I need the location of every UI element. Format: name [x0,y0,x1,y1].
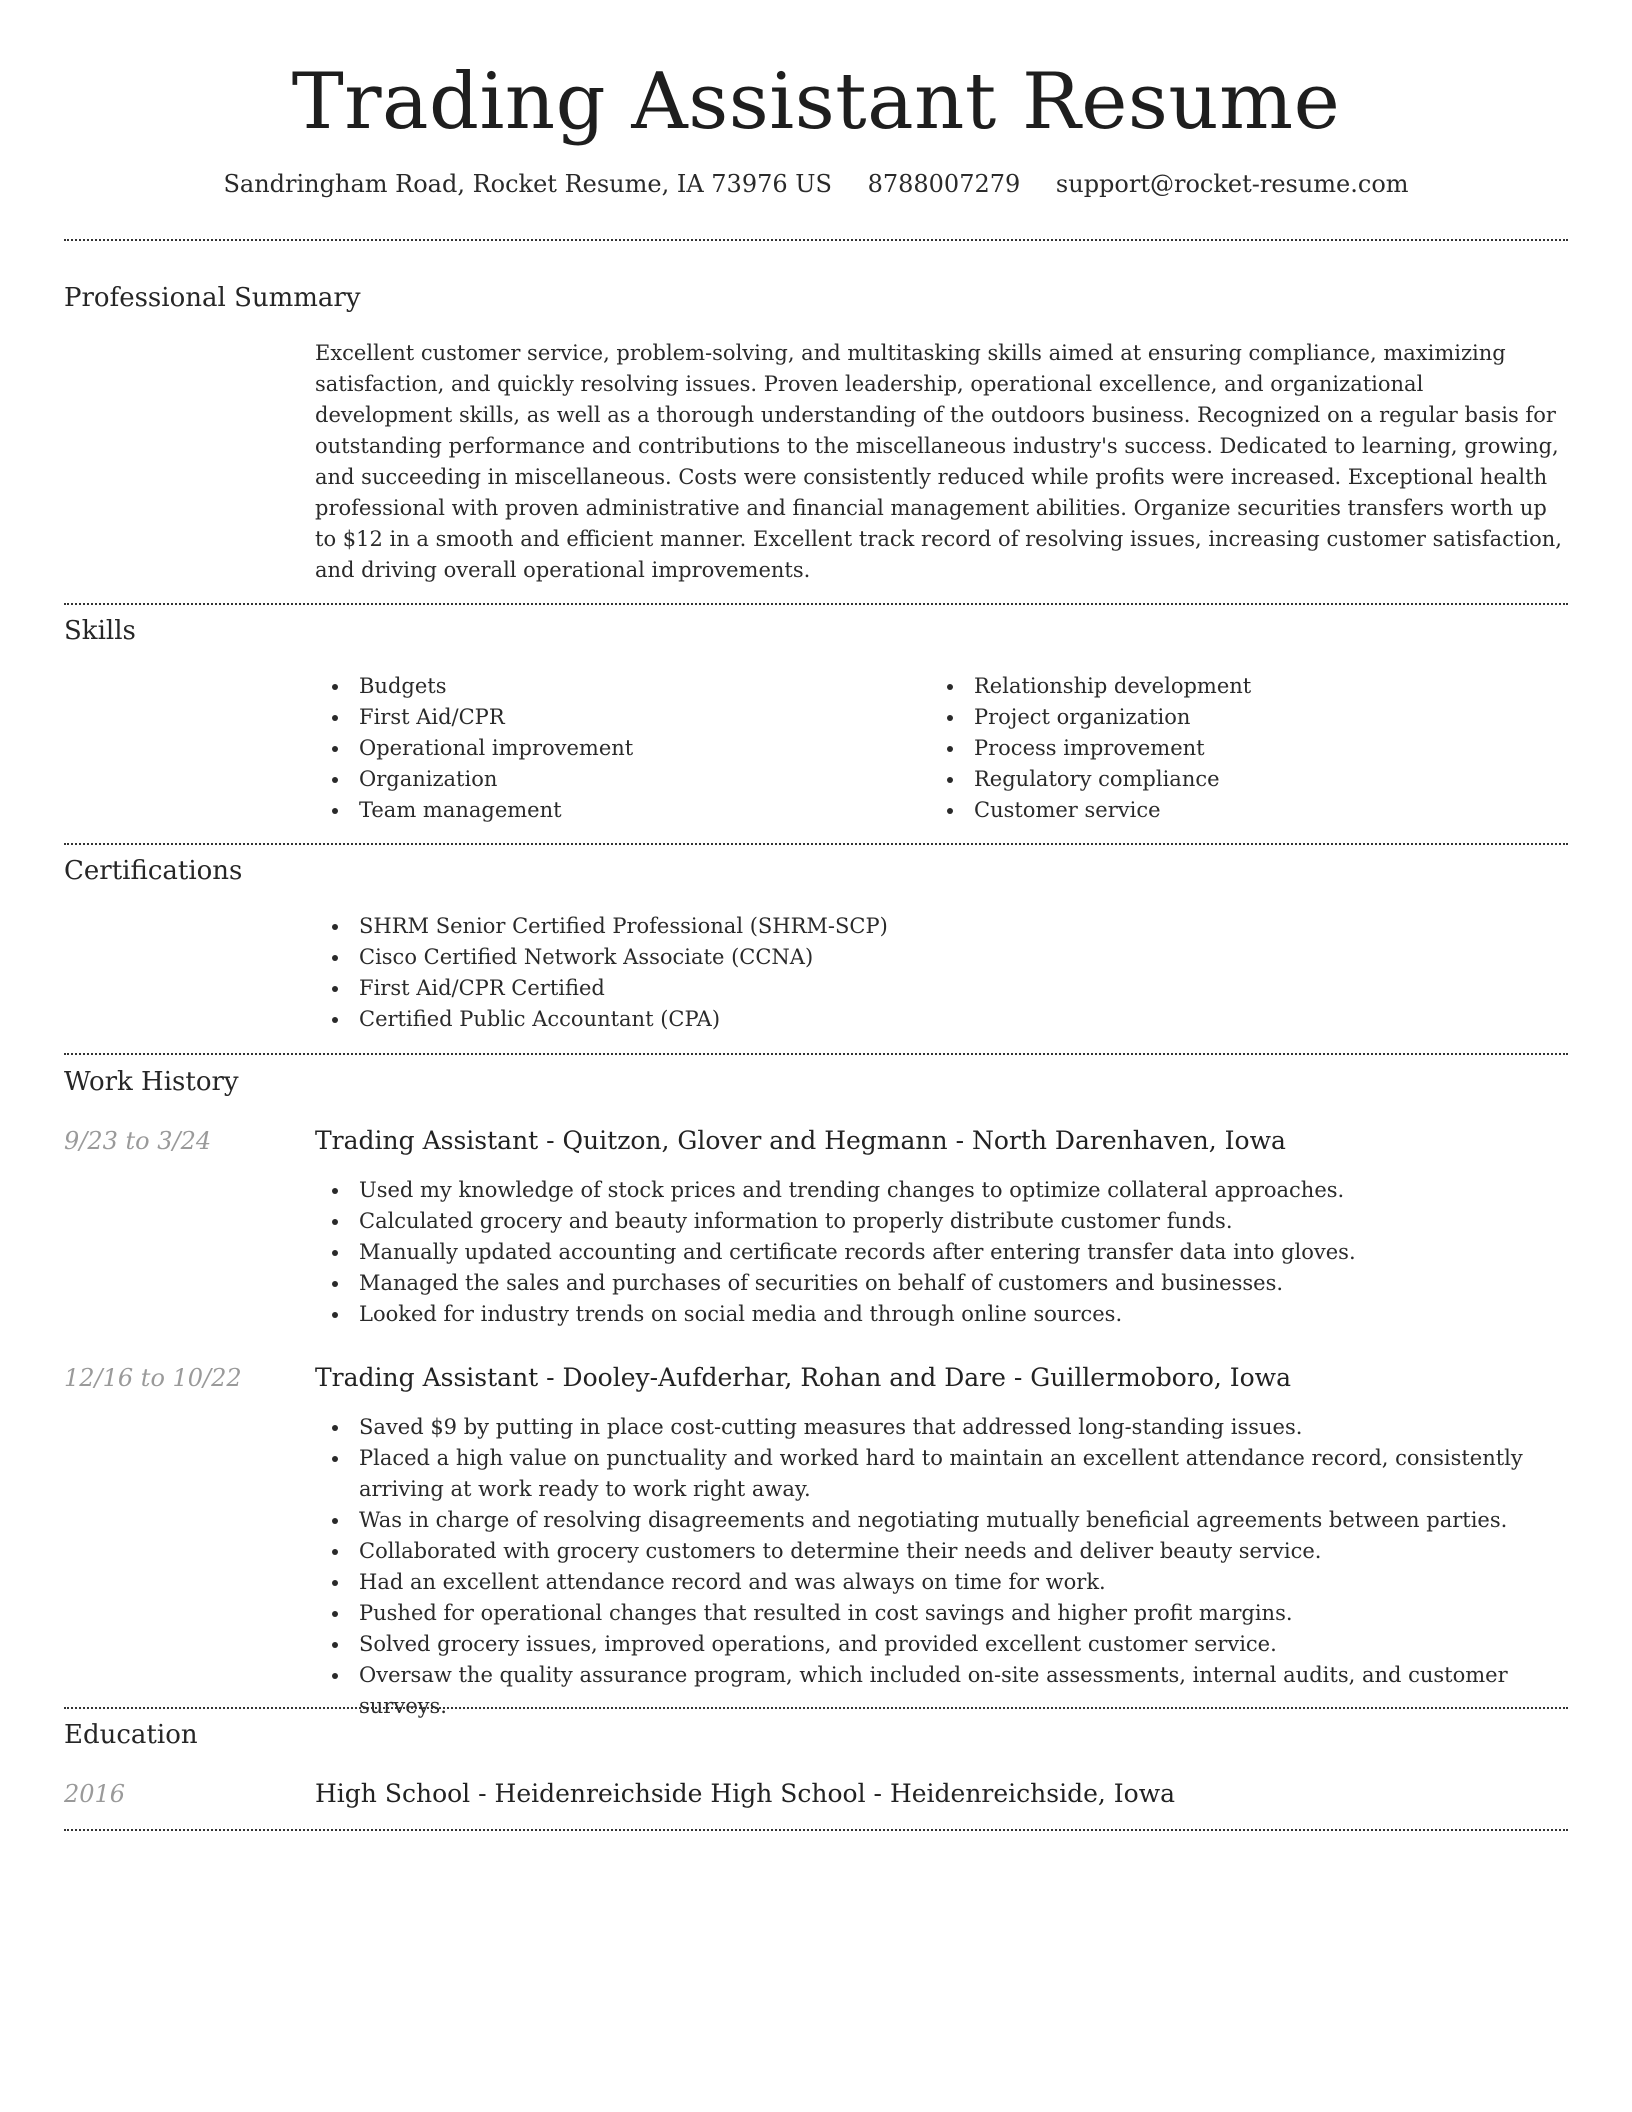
skills-column-right [930,671,1530,826]
job-duty: Saved $9 by putting in place cost-cutting measures that addressed long-standing issues. [315,1412,1565,1443]
skill-item: Regulatory compliance [930,764,1530,795]
skill-item: Relationship development [930,671,1530,702]
job-duty: Looked for industry trends on social media and through online sources. [315,1299,1565,1330]
job-duties-list [315,1175,1565,1330]
education-year: 2016 [64,1780,126,1808]
job-duty: Had an excellent attendance record and was always on time for work. [315,1567,1565,1598]
skill-item: Project organization [930,702,1530,733]
job-duties [315,1412,1565,1722]
resume-page [64,0,1568,1808]
skill-item: Team management [315,795,915,826]
work-history-heading: Work History [64,1067,239,1097]
resume-title: Trading Assistant Resume [291,57,1341,147]
skill-item: Organization [315,764,915,795]
job-duty: Used my knowledge of stock prices and trending changes to optimize collateral approaches. [315,1175,1565,1206]
divider [64,603,1568,605]
job-dates: 12/16 to 10/22 [64,1364,242,1392]
divider [64,1707,1568,1709]
job-title: Trading Assistant - Dooley-Aufderhar, Rohan and Dare - Guillermoboro, Iowa [315,1363,1291,1392]
skills-heading: Skills [64,616,136,646]
job-duty: Managed the sales and purchases of securities on behalf of customers and businesses. [315,1268,1565,1299]
certifications-list [315,911,1565,1035]
job-duty: Solved grocery issues, improved operations, and provided excellent customer service. [315,1629,1565,1660]
certification-item: SHRM Senior Certified Professional (SHRM-SCP) [315,911,1565,942]
skills-list-left [315,671,915,826]
contact-phone: 8788007279 [867,170,1021,198]
divider [64,239,1568,241]
certifications-heading: Certifications [64,856,243,886]
divider [64,1829,1568,1831]
skill-item: First Aid/CPR [315,702,915,733]
contact-address: Sandringham Road, Rocket Resume, IA 73976 US [223,170,832,198]
skill-item: Operational improvement [315,733,915,764]
job-duty: Calculated grocery and beauty information to properly distribute customer funds. [315,1206,1565,1237]
certifications-block [315,911,1565,1035]
skill-item: Customer service [930,795,1530,826]
skills-list-right [930,671,1530,826]
education-entry: High School - Heidenreichside High School - Heidenreichside, Iowa [315,1779,1176,1808]
summary-text: Excellent customer service, problem-solving, and multitasking skills aimed at ensuring compliance, maximizing satisfaction, and quickly resolving issues. Proven leadership, operational excellence, and organizational development skills, as well as a thorough understanding of the outdoors business. Recognized on a regular basis for outstanding performance and contributions to the miscellaneous industry's success. Dedicated to learning, growing, and succeeding in miscellaneous. Costs were consistently reduced while profits were increased. Exceptional health professional with proven administrative and financial management abilities. Organize securities transfers worth up to $12 in a smooth and efficient manner. Excellent track record of resolving issues, increasing customer satisfaction, and driving overall operational improvements. [315,341,1562,582]
job-dates: 9/23 to 3/24 [64,1127,212,1155]
skills-column-left [315,671,915,826]
job-duty: Placed a high value on punctuality and worked hard to maintain an excellent attendance record, consistently arriving at work ready to work right away. [315,1443,1565,1505]
contact-email: support@rocket-resume.com [1055,170,1409,198]
divider [64,843,1568,845]
divider [64,1053,1568,1055]
job-duties-list [315,1412,1565,1722]
job-duty: Collaborated with grocery customers to determine their needs and deliver beauty service. [315,1536,1565,1567]
job-duty: Was in charge of resolving disagreements and negotiating mutually beneficial agreements between parties. [315,1505,1565,1536]
summary-heading: Professional Summary [64,283,361,313]
education-heading: Education [64,1720,198,1750]
certification-item: First Aid/CPR Certified [315,973,1565,1004]
certification-item: Certified Public Accountant (CPA) [315,1004,1565,1035]
job-duty: Pushed for operational changes that resulted in cost savings and higher profit margins. [315,1598,1565,1629]
job-title: Trading Assistant - Quitzon, Glover and Hegmann - North Darenhaven, Iowa [315,1126,1286,1155]
contact-line [64,168,1568,200]
certification-item: Cisco Certified Network Associate (CCNA) [315,942,1565,973]
job-duties [315,1175,1565,1330]
skill-item: Process improvement [930,733,1530,764]
job-duty: Oversaw the quality assurance program, which included on-site assessments, internal audits, and customer surveys. [315,1660,1565,1722]
skill-item: Budgets [315,671,915,702]
job-duty: Manually updated accounting and certificate records after entering transfer data into gloves. [315,1237,1565,1268]
